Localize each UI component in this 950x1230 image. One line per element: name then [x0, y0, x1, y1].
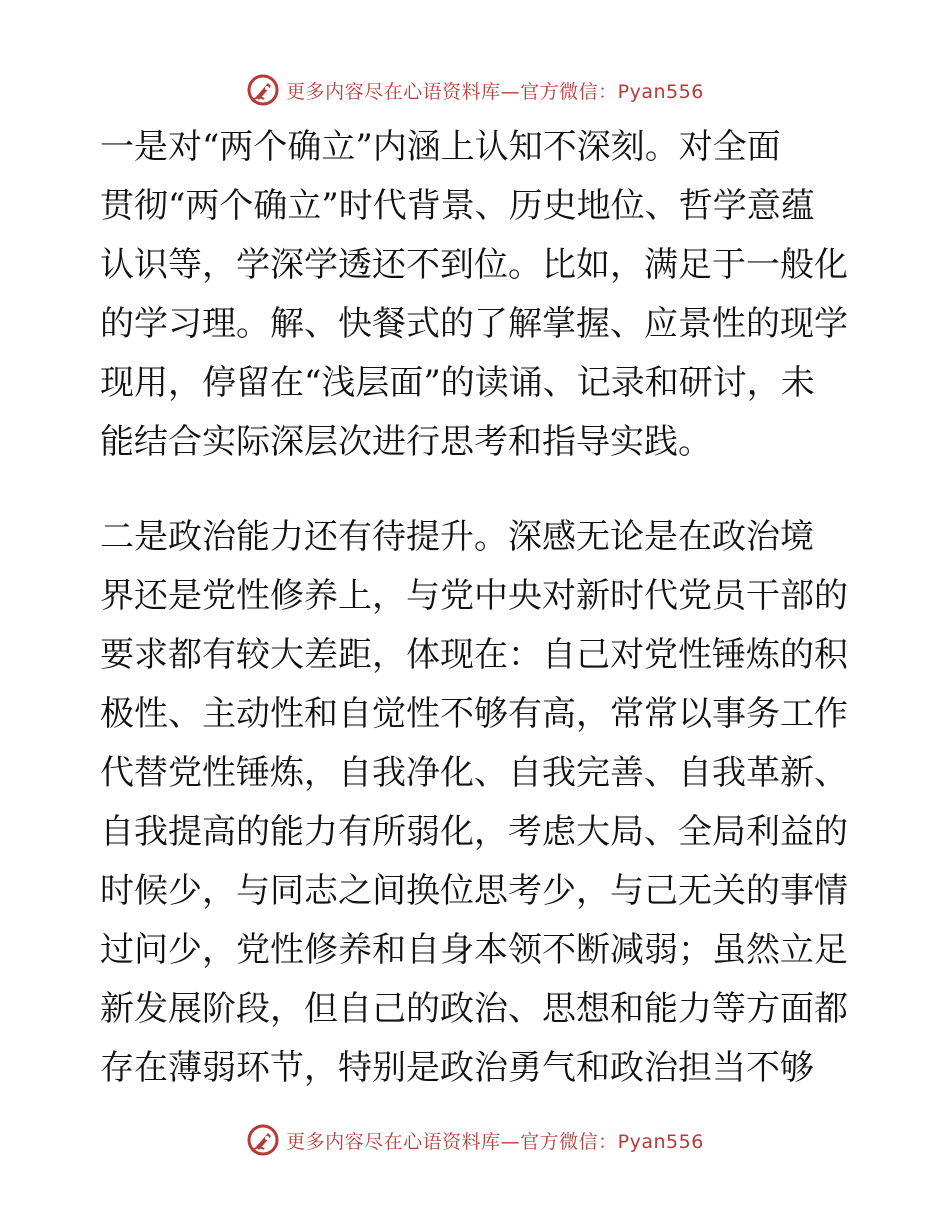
header-watermark-text: 更多内容尽在心语资料库—官方微信：Pyan556	[286, 80, 704, 103]
paragraph-spacer	[100, 472, 850, 508]
text-line: 存在薄弱环节，特别是政治勇气和政治担当不够	[100, 1048, 814, 1088]
footer-watermark-text: 更多内容尽在心语资料库—官方微信：Pyan556	[286, 1130, 704, 1153]
paragraph-1	[100, 118, 850, 472]
text-line: 自我提高的能力有所弱化，考虑大局、全局利益的	[100, 812, 848, 852]
text-line: 一是对“两个确立”内涵上认知不深刻。对全面	[100, 127, 781, 167]
pen-nib-logo-icon	[246, 73, 280, 107]
text-line: 认识等，学深学透还不到位。比如，满足于一般化	[100, 245, 848, 285]
text-line: 要求都有较大差距，体现在：自己对党性锤炼的积	[100, 635, 848, 675]
document-body	[100, 118, 850, 1098]
text-line: 极性、主动性和自觉性不够有高，常常以事务工作	[100, 694, 848, 734]
text-line: 代替党性锤炼，自我净化、自我完善、自我革新、	[100, 753, 848, 793]
footer-watermark	[0, 1120, 950, 1160]
pen-nib-logo-icon	[246, 1123, 280, 1157]
text-line: 贯彻“两个确立”时代背景、历史地位、哲学意蕴	[100, 186, 815, 226]
text-line: 时候少，与同志之间换位思考少，与己无关的事情	[100, 871, 848, 911]
text-line: 新发展阶段，但自己的政治、思想和能力等方面都	[100, 989, 848, 1029]
header-watermark	[0, 70, 950, 110]
text-line: 界还是党性修养上，与党中央对新时代党员干部的	[100, 576, 848, 616]
paragraph-2	[100, 508, 850, 1098]
text-line: 现用，停留在“浅层面”的读诵、记录和研讨，未	[100, 363, 815, 403]
text-line: 能结合实际深层次进行思考和指导实践。	[100, 422, 712, 462]
text-line: 的学习理。解、快餐式的了解掌握、应景性的现学	[100, 304, 848, 344]
text-line: 过问少，党性修养和自身本领不断减弱；虽然立足	[100, 930, 848, 970]
text-line: 二是政治能力还有待提升。深感无论是在政治境	[100, 517, 814, 557]
